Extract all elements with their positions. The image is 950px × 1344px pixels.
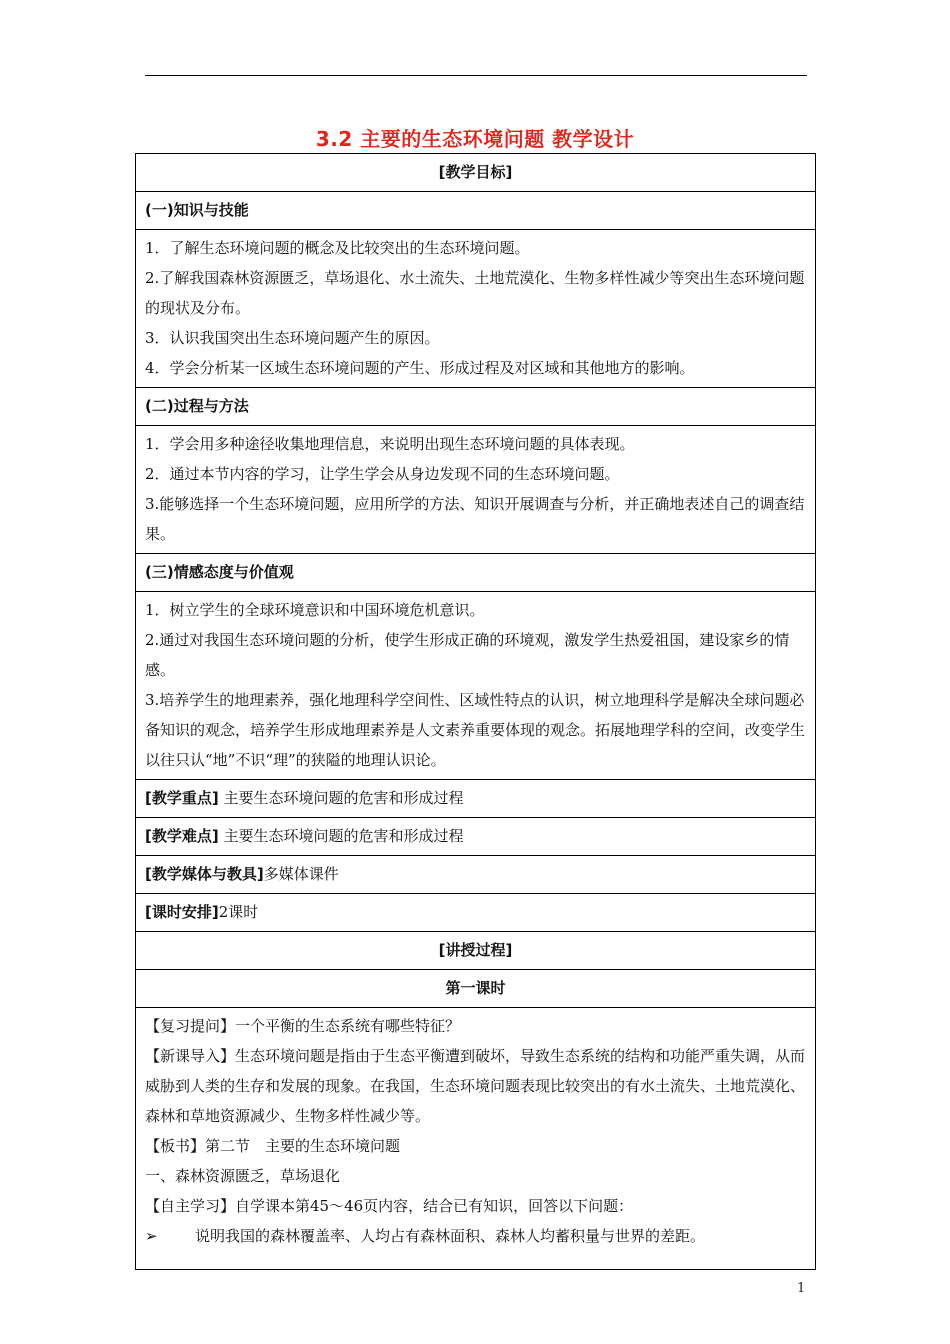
table-row — [136, 554, 816, 592]
table-row — [136, 154, 816, 192]
media-text: 多媒体课件 — [263, 865, 339, 883]
new-lesson-intro: 【新课导入】生态环境问题是指由于生态平衡遭到破坏，导致生态系统的结构和功能严重失调，从而威胁到人类的生存和发展的现象。在我国，生态环境问题表现比较突出的有水土流失、土地荒漠化、森林和草地资源减少、生物多样性减少等。 — [145, 1047, 806, 1125]
process-heading: (二)过程与方法 — [136, 388, 816, 426]
key-point-row — [136, 780, 816, 818]
list-item: 2.了解我国森林资源匮乏，草场退化、水土流失、土地荒漠化、生物多样性减少等突出生态环境问题的现状及分布。 — [145, 269, 805, 317]
lesson-plan-table — [135, 153, 816, 1270]
media-row — [136, 856, 816, 894]
key-point-label: [教学重点] — [145, 789, 219, 807]
table-row — [136, 780, 816, 818]
lesson-content — [136, 1008, 816, 1270]
knowledge-items — [136, 230, 816, 388]
list-item: 2．通过本节内容的学习，让学生学会从身边发现不同的生态环境问题。 — [145, 465, 620, 483]
table-row — [136, 856, 816, 894]
page-number: 1 — [797, 1281, 806, 1296]
page-title: 3.2 主要的生态环境问题 教学设计 — [315, 127, 635, 151]
schedule-text: 2课时 — [218, 903, 259, 921]
list-item: 1．树立学生的全球环境意识和中国环境危机意识。 — [145, 601, 485, 619]
list-item: 3.能够选择一个生态环境问题，应用所学的方法、知识开展调查与分析，并正确地表述自己的调查结果。 — [145, 495, 805, 543]
lecture-header: [讲授过程] — [136, 932, 816, 970]
list-item: 1．学会用多种途径收集地理信息，来说明出现生态环境问题的具体表现。 — [145, 435, 635, 453]
schedule-label: [课时安排] — [145, 903, 219, 921]
difficulty-text: 主要生态环境问题的危害和形成过程 — [223, 827, 464, 845]
media-label: [教学媒体与教具] — [145, 865, 264, 883]
table-row — [136, 970, 816, 1008]
self-study: 【自主学习】自学课本第45～46页内容，结合已有知识，回答以下问题： — [145, 1197, 634, 1215]
list-item: 4．学会分析某一区域生态环境问题的产生、形成过程及对区域和其他地方的影响。 — [145, 359, 695, 377]
difficulty-row — [136, 818, 816, 856]
table-row — [136, 932, 816, 970]
list-item: 1．了解生态环境问题的概念及比较突出的生态环境问题。 — [145, 239, 530, 257]
spacer — [145, 1251, 806, 1265]
bullet-text: 说明我国的森林覆盖率、人均占有森林面积、森林人均蓄积量与世界的差距。 — [195, 1227, 706, 1245]
table-row — [136, 192, 816, 230]
section-heading: 一、森林资源匮乏，草场退化 — [145, 1167, 341, 1185]
knowledge-heading: (一)知识与技能 — [136, 192, 816, 230]
board-note: 【板书】第二节 主要的生态环境问题 — [145, 1137, 401, 1155]
table-row — [136, 426, 816, 554]
table-row — [136, 592, 816, 780]
table-row — [136, 230, 816, 388]
objectives-header: [教学目标] — [136, 154, 816, 192]
list-item: 2.通过对我国生态环境问题的分析，使学生形成正确的环境观，激发学生热爱祖国，建设家乡的情感。 — [145, 631, 790, 679]
table-row — [136, 1008, 816, 1270]
list-item: 3．认识我国突出生态环境问题产生的原因。 — [145, 329, 440, 347]
attitude-heading: (三)情感态度与价值观 — [136, 554, 816, 592]
attitude-items — [136, 592, 816, 780]
lesson-one-heading: 第一课时 — [136, 970, 816, 1008]
bullet-item — [145, 1221, 806, 1251]
key-point-text: 主要生态环境问题的危害和形成过程 — [223, 789, 464, 807]
arrow-bullet-icon: ➢ — [145, 1227, 158, 1245]
process-items — [136, 426, 816, 554]
table-row — [136, 818, 816, 856]
schedule-row — [136, 894, 816, 932]
table-row — [136, 894, 816, 932]
review-question: 【复习提问】一个平衡的生态系统有哪些特征？ — [145, 1017, 461, 1035]
list-item: 3.培养学生的地理素养，强化地理科学空间性、区域性特点的认识，树立地理科学是解决全球问题必备知识的观念，培养学生形成地理素养是人文素养重要体现的观念。拓展地理学科的空间，改变学生以往只认“地”不识“理”的狭隘的地理认识论。 — [145, 691, 806, 769]
table-row — [136, 388, 816, 426]
difficulty-label: [教学难点] — [145, 827, 219, 845]
header-rule — [145, 75, 807, 76]
